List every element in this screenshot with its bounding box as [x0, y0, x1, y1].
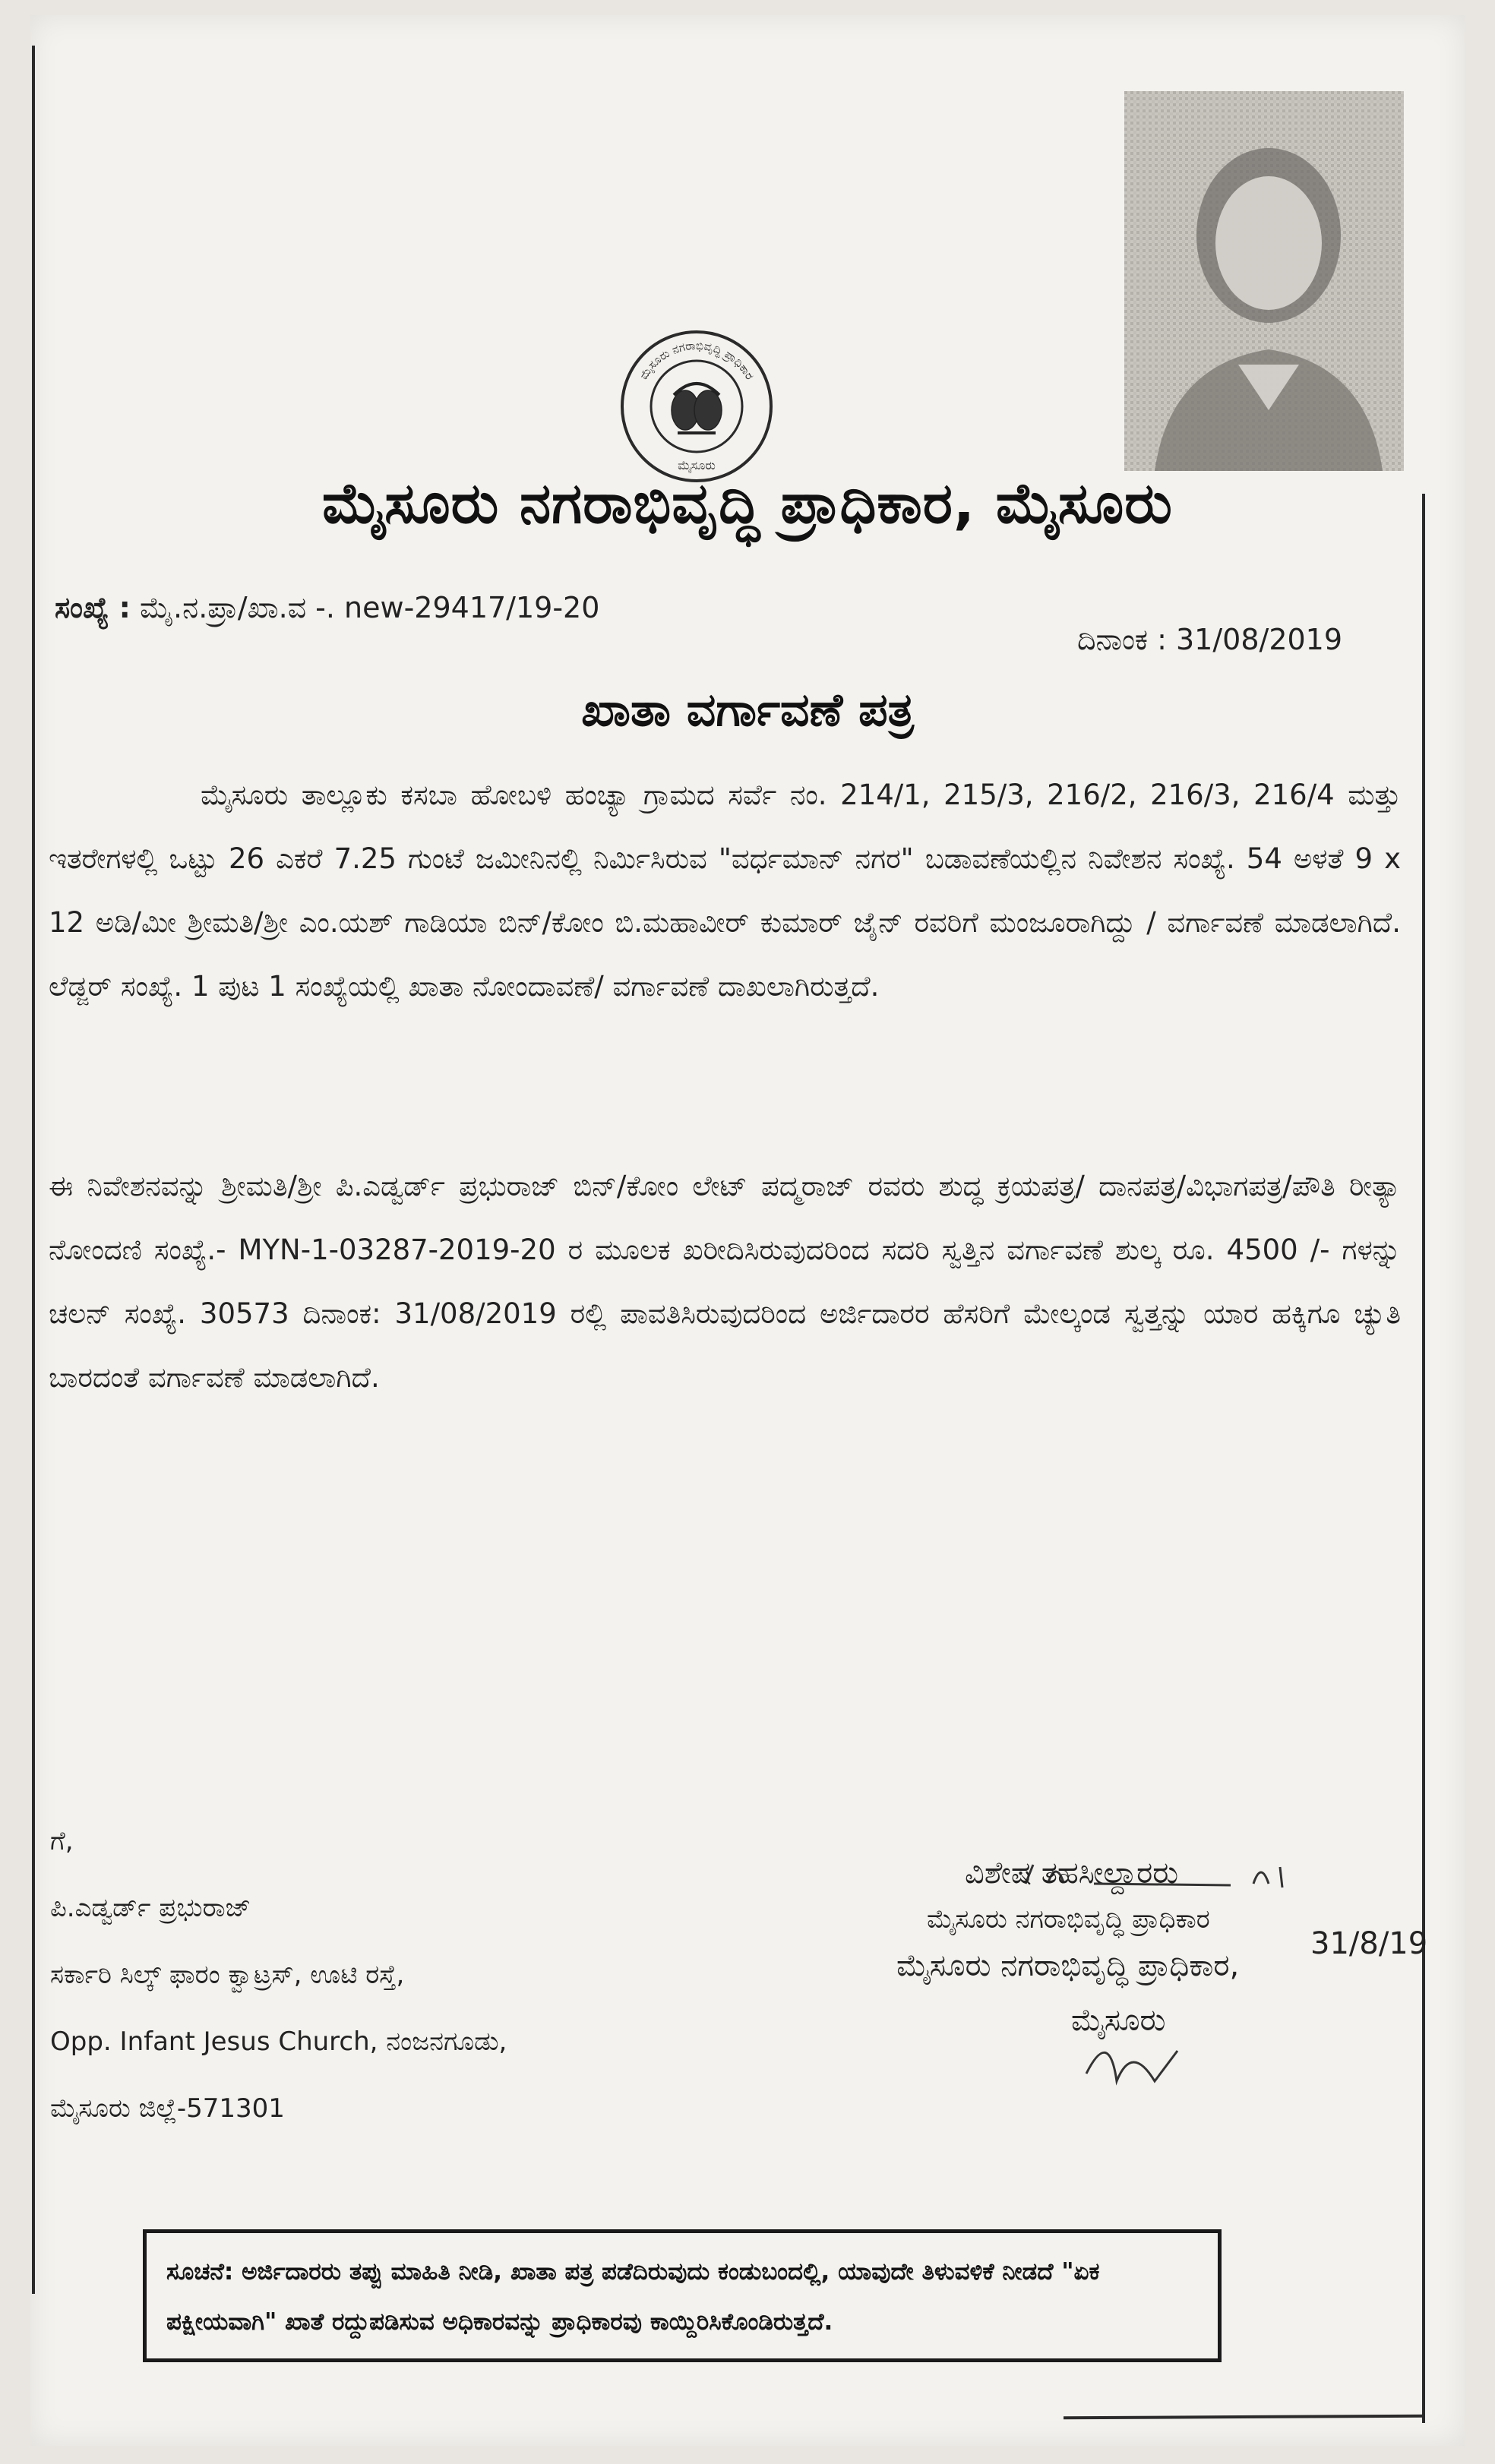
- notice-box: [143, 2229, 1222, 2362]
- organization-title: ಮೈಸೂರು ನಗರಾಭಿವೃದ್ಧಿ ಪ್ರಾಧಿಕಾರ, ಮೈಸೂರು: [322, 471, 1173, 536]
- seal-text-bottom: ಮೈಸೂರು: [678, 458, 716, 472]
- notice-text: ಅರ್ಜಿದಾರರು ತಪ್ಪು ಮಾಹಿತಿ ನೀಡಿ, ಖಾತಾ ಪತ್ರ ಪಡೆದಿರುವುದು ಕಂಡುಬಂದಲ್ಲಿ, ಯಾವುದೇ ತಿಳುವಳಿಕೆ ನೀಡದೆ "ಏಕ ಪಕ್ಷೀಯವಾಗಿ" ಖಾತೆ ರದ್ದುಪಡಿಸುವ ಅಧಿಕಾರವನ್ನು ಪ್ರಾಧಿಕಾರವು ಕಾಯ್ದಿರಿಸಿಕೊಂಡಿರುತ್ತದೆ.: [166, 2258, 1100, 2336]
- reference-value: ಮೈ.ನ.ಪ್ರಾ/ಖಾ.ವ -. new-29417/19-20: [139, 591, 600, 624]
- date-label: ದಿನಾಂಕ :: [1077, 623, 1167, 656]
- addressee-address-line-1: ಸರ್ಕಾರಿ ಸಿಲ್ಕ್ ಫಾರಂ ಕ್ವಾಟ್ರಸ್, ಊಟಿ ರಸ್ತೆ,: [50, 1960, 405, 1990]
- reference-label: ಸಂಖ್ಯೆ :: [55, 591, 131, 624]
- page-border-right: [1422, 494, 1425, 2423]
- authority-seal-icon: [617, 327, 776, 486]
- addressee-salutation: ಗೆ,: [50, 1826, 74, 1856]
- document-date: [1077, 623, 1342, 657]
- reference-number: [55, 591, 599, 625]
- date-value: 31/08/2019: [1176, 623, 1343, 656]
- applicant-photo: [1124, 91, 1404, 471]
- page-border-left: [32, 46, 35, 2294]
- body-paragraph-1: ಮೈಸೂರು ತಾಲ್ಲೂಕು ಕಸಬಾ ಹೋಬಳಿ ಹಂಚ್ಯಾ ಗ್ರಾಮದ ಸರ್ವೆ ನಂ. 214/1, 215/3, 216/2, 216/3, 216/4 ಮತ್ತು ಇತರೇಗಳಲ್ಲಿ ಒಟ್ಟು 26 ಎಕರೆ 7.25 ಗುಂಟೆ ಜಮೀನಿನಲ್ಲಿ ನಿರ್ಮಿಸಿರುವ "ವರ್ಧಮಾನ್ ನಗರ" ಬಡಾವಣೆಯಲ್ಲಿನ ನಿವೇಶನ ಸಂಖ್ಯೆ. 54 ಅಳತೆ 9 x 12 ಅಡಿ/ಮೀ ಶ್ರೀಮತಿ/ಶ್ರೀ ಎಂ.ಯಶ್ ಗಾಡಿಯಾ ಬಿನ್/ಕೋಂ ಬಿ.ಮಹಾವೀರ್ ಕುಮಾರ್ ಜೈನ್ ರವರಿಗೆ ಮಂಜೂರಾಗಿದ್ದು / ವರ್ಗಾವಣೆ ಮಾಡಲಾಗಿದೆ. ಲೆಡ್ಜರ್ ಸಂಖ್ಯೆ. 1 ಪುಟ 1 ಸಂಖ್ಯೆಯಲ್ಲಿ ಖಾತಾ ನೋಂದಾವಣೆ/ ವರ್ಗಾವಣೆ ದಾಖಲಾಗಿರುತ್ತದೆ.: [49, 779, 1401, 1003]
- document-title: ಖಾತಾ ವರ್ಗಾವಣೆ ಪತ್ರ: [581, 684, 914, 737]
- signatory-city: ಮೈಸೂರು: [1071, 2003, 1166, 2038]
- addressee-address-line-3: ಮೈಸೂರು ಜಿಲ್ಲೆ-571301: [50, 2093, 285, 2124]
- body-paragraph-2: ಈ ನಿವೇಶನವನ್ನು ಶ್ರೀಮತಿ/ಶ್ರೀ ಪಿ.ಎಡ್ವರ್ಡ್ ಪ್ರಭುರಾಜ್ ಬಿನ್/ಕೋಂ ಲೇಟ್ ಪದ್ಮರಾಜ್ ರವರು ಶುದ್ಧ ಕ್ರಯಪತ್ರ/ ದಾನಪತ್ರ/ವಿಭಾಗಪತ್ರ/ಪೌತಿ ರೀತ್ಯಾ ನೋಂದಣಿ ಸಂಖ್ಯೆ.- MYN-1-03287-2019-20 ರ ಮೂಲಕ ಖರೀದಿಸಿರುವುದರಿಂದ ಸದರಿ ಸ್ವತ್ತಿನ ವರ್ಗಾವಣೆ ಶುಲ್ಕ ರೂ. 4500 /- ಗಳನ್ನು ಚಲನ್ ಸಂಖ್ಯೆ. 30573 ದಿನಾಂಕ: 31/08/2019 ರಲ್ಲಿ ಪಾವತಿಸಿರುವುದರಿಂದ ಅರ್ಜಿದಾರರ ಹೆಸರಿಗೆ ಮೇಲ್ಕಂಡ ಸ್ವತ್ತನ್ನು ಯಾರ ಹಕ್ಕಿಗೂ ಚ್ಯುತಿ ಬಾರದಂತೆ ವರ್ಗಾವಣೆ ಮಾಡಲಾಗಿದೆ.: [49, 1170, 1401, 1394]
- addressee-block: [50, 1808, 507, 2142]
- person-photo-icon: [1124, 91, 1404, 471]
- signatory-office-stamp: ಮೈಸೂರು ನಗರಾಭಿವೃದ್ಧಿ ಪ್ರಾಧಿಕಾರ: [927, 1904, 1210, 1935]
- addressee-name: ಪಿ.ಎಡ್ವರ್ಡ್ ಪ್ರಭುರಾಜ್: [50, 1893, 251, 1923]
- notice-label: ಸೂಚನೆ:: [166, 2258, 234, 2286]
- seal-text-top: ಮೈಸೂರು ನಗರಾಭಿವೃದ್ಧಿ ಪ್ರಾಧಿಕಾರ: [637, 338, 757, 382]
- signatory-designation: ವಿಶೇಷ ತಹಸೀಲ್ದಾರರು: [965, 1856, 1179, 1891]
- addressee-address-line-2: Opp. Infant Jesus Church, ನಂಜನಗೂಡು,: [50, 2026, 507, 2057]
- handwritten-date: 31/8/19: [1310, 1926, 1428, 1961]
- signatory-authority: ಮೈಸೂರು ನಗರಾಭಿವೃದ್ಧಿ ಪ್ರಾಧಿಕಾರ,: [896, 1948, 1240, 1983]
